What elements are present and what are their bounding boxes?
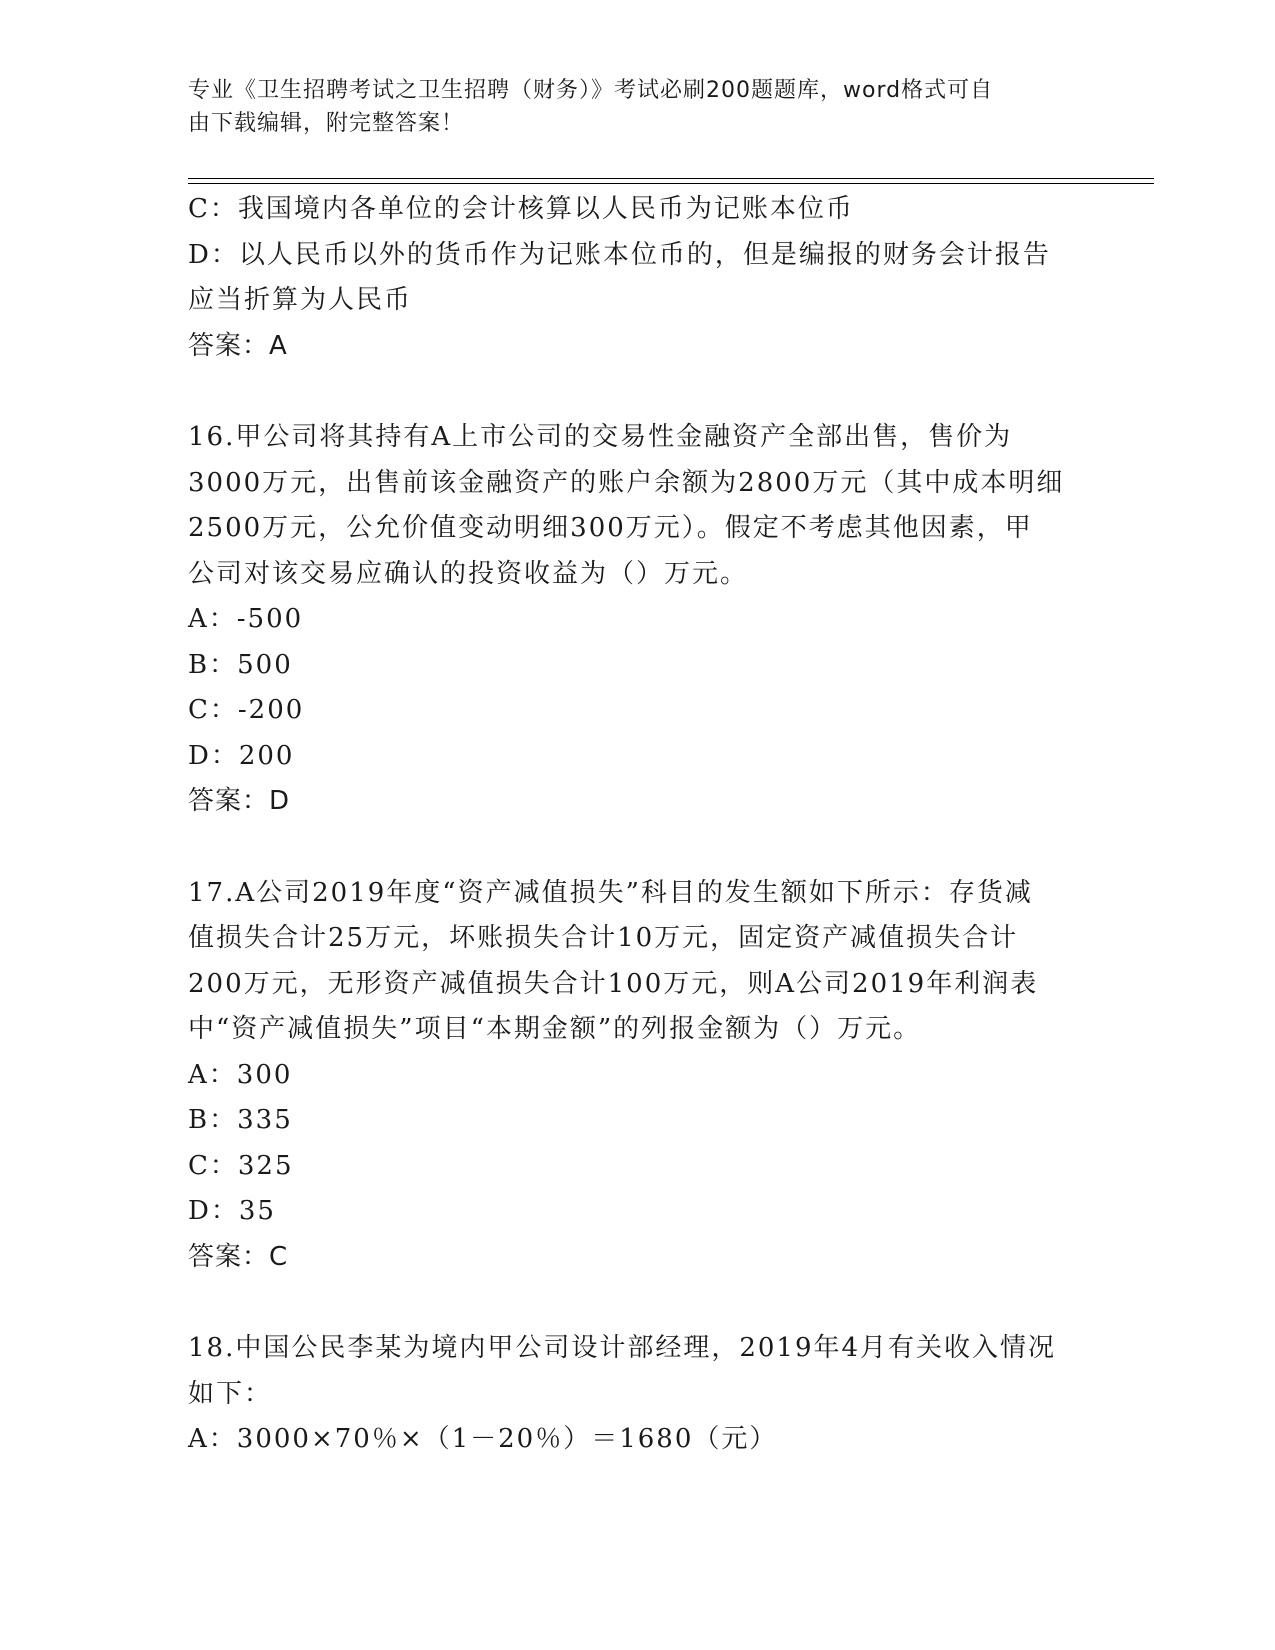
answer-line: 答案：A (188, 330, 288, 361)
document-header (188, 74, 1068, 140)
option-d: D：200 (188, 740, 295, 771)
answer-line: 答案：D (188, 786, 291, 816)
document-body (188, 187, 1088, 1463)
option-d-continued: 应当折算为人民币 (188, 285, 413, 315)
answer-line: 答案：C (188, 1241, 289, 1272)
question-stem: 3000万元，出售前该金融资产的账户余额为2800万元（其中成本明细 (188, 467, 1065, 498)
option-b: B：335 (188, 1105, 293, 1135)
question-stem: 2500万元，公允价值变动明细300万元）。假定不考虑其他因素，甲 (188, 513, 1033, 543)
question-17-block (188, 871, 1088, 1281)
question-16-block (188, 415, 1088, 825)
question-stem: 公司对该交易应确认的投资收益为（）万元。 (188, 558, 749, 589)
option-c: C：-200 (188, 695, 305, 725)
block-spacer (188, 825, 1088, 871)
question-stem: 16.甲公司将其持有A上市公司的交易性金融资产全部出售，售价为 (188, 422, 1013, 452)
question-stem: 200万元，无形资产减值损失合计100万元，则A公司2019年利润表 (188, 968, 1039, 999)
option-d: D：35 (188, 1196, 276, 1226)
block-spacer (188, 1280, 1088, 1326)
option-d: D：以人民币以外的货币作为记账本位币的，但是编报的财务会计报告 (188, 239, 1051, 270)
question-stem: 17.A公司2019年度“资产减值损失”科目的发生额如下所示：存货减 (188, 877, 1033, 908)
header-line-2: 由下载编辑，附完整答案！ (188, 111, 465, 136)
option-c: C：我国境内各单位的会计核算以人民币为记账本位币 (188, 194, 854, 224)
header-divider-top (188, 178, 1154, 179)
question-15-block (188, 187, 1088, 369)
header-line-1: 专业《卫生招聘考试之卫生招聘（财务）》考试必刷200题题库，word格式可自 (188, 78, 994, 103)
option-b: B：500 (188, 649, 293, 680)
question-stem: 18.中国公民李某为境内甲公司设计部经理，2019年4月有关收入情况 (188, 1333, 1057, 1363)
option-a: A：-500 (188, 604, 304, 634)
option-c: C：325 (188, 1150, 294, 1181)
question-stem: 中“资产减值损失”项目“本期金额”的列报金额为（）万元。 (188, 1014, 922, 1044)
question-stem: 如下： (188, 1378, 273, 1409)
block-spacer (188, 369, 1088, 415)
option-a: A：3000×70％×（1－20％）＝1680（元） (188, 1424, 778, 1454)
option-a: A：300 (188, 1059, 293, 1090)
question-18-block (188, 1326, 1088, 1463)
header-divider-bottom (188, 183, 1154, 184)
question-stem: 值损失合计25万元，坏账损失合计10万元，固定资产减值损失合计 (188, 923, 1019, 953)
